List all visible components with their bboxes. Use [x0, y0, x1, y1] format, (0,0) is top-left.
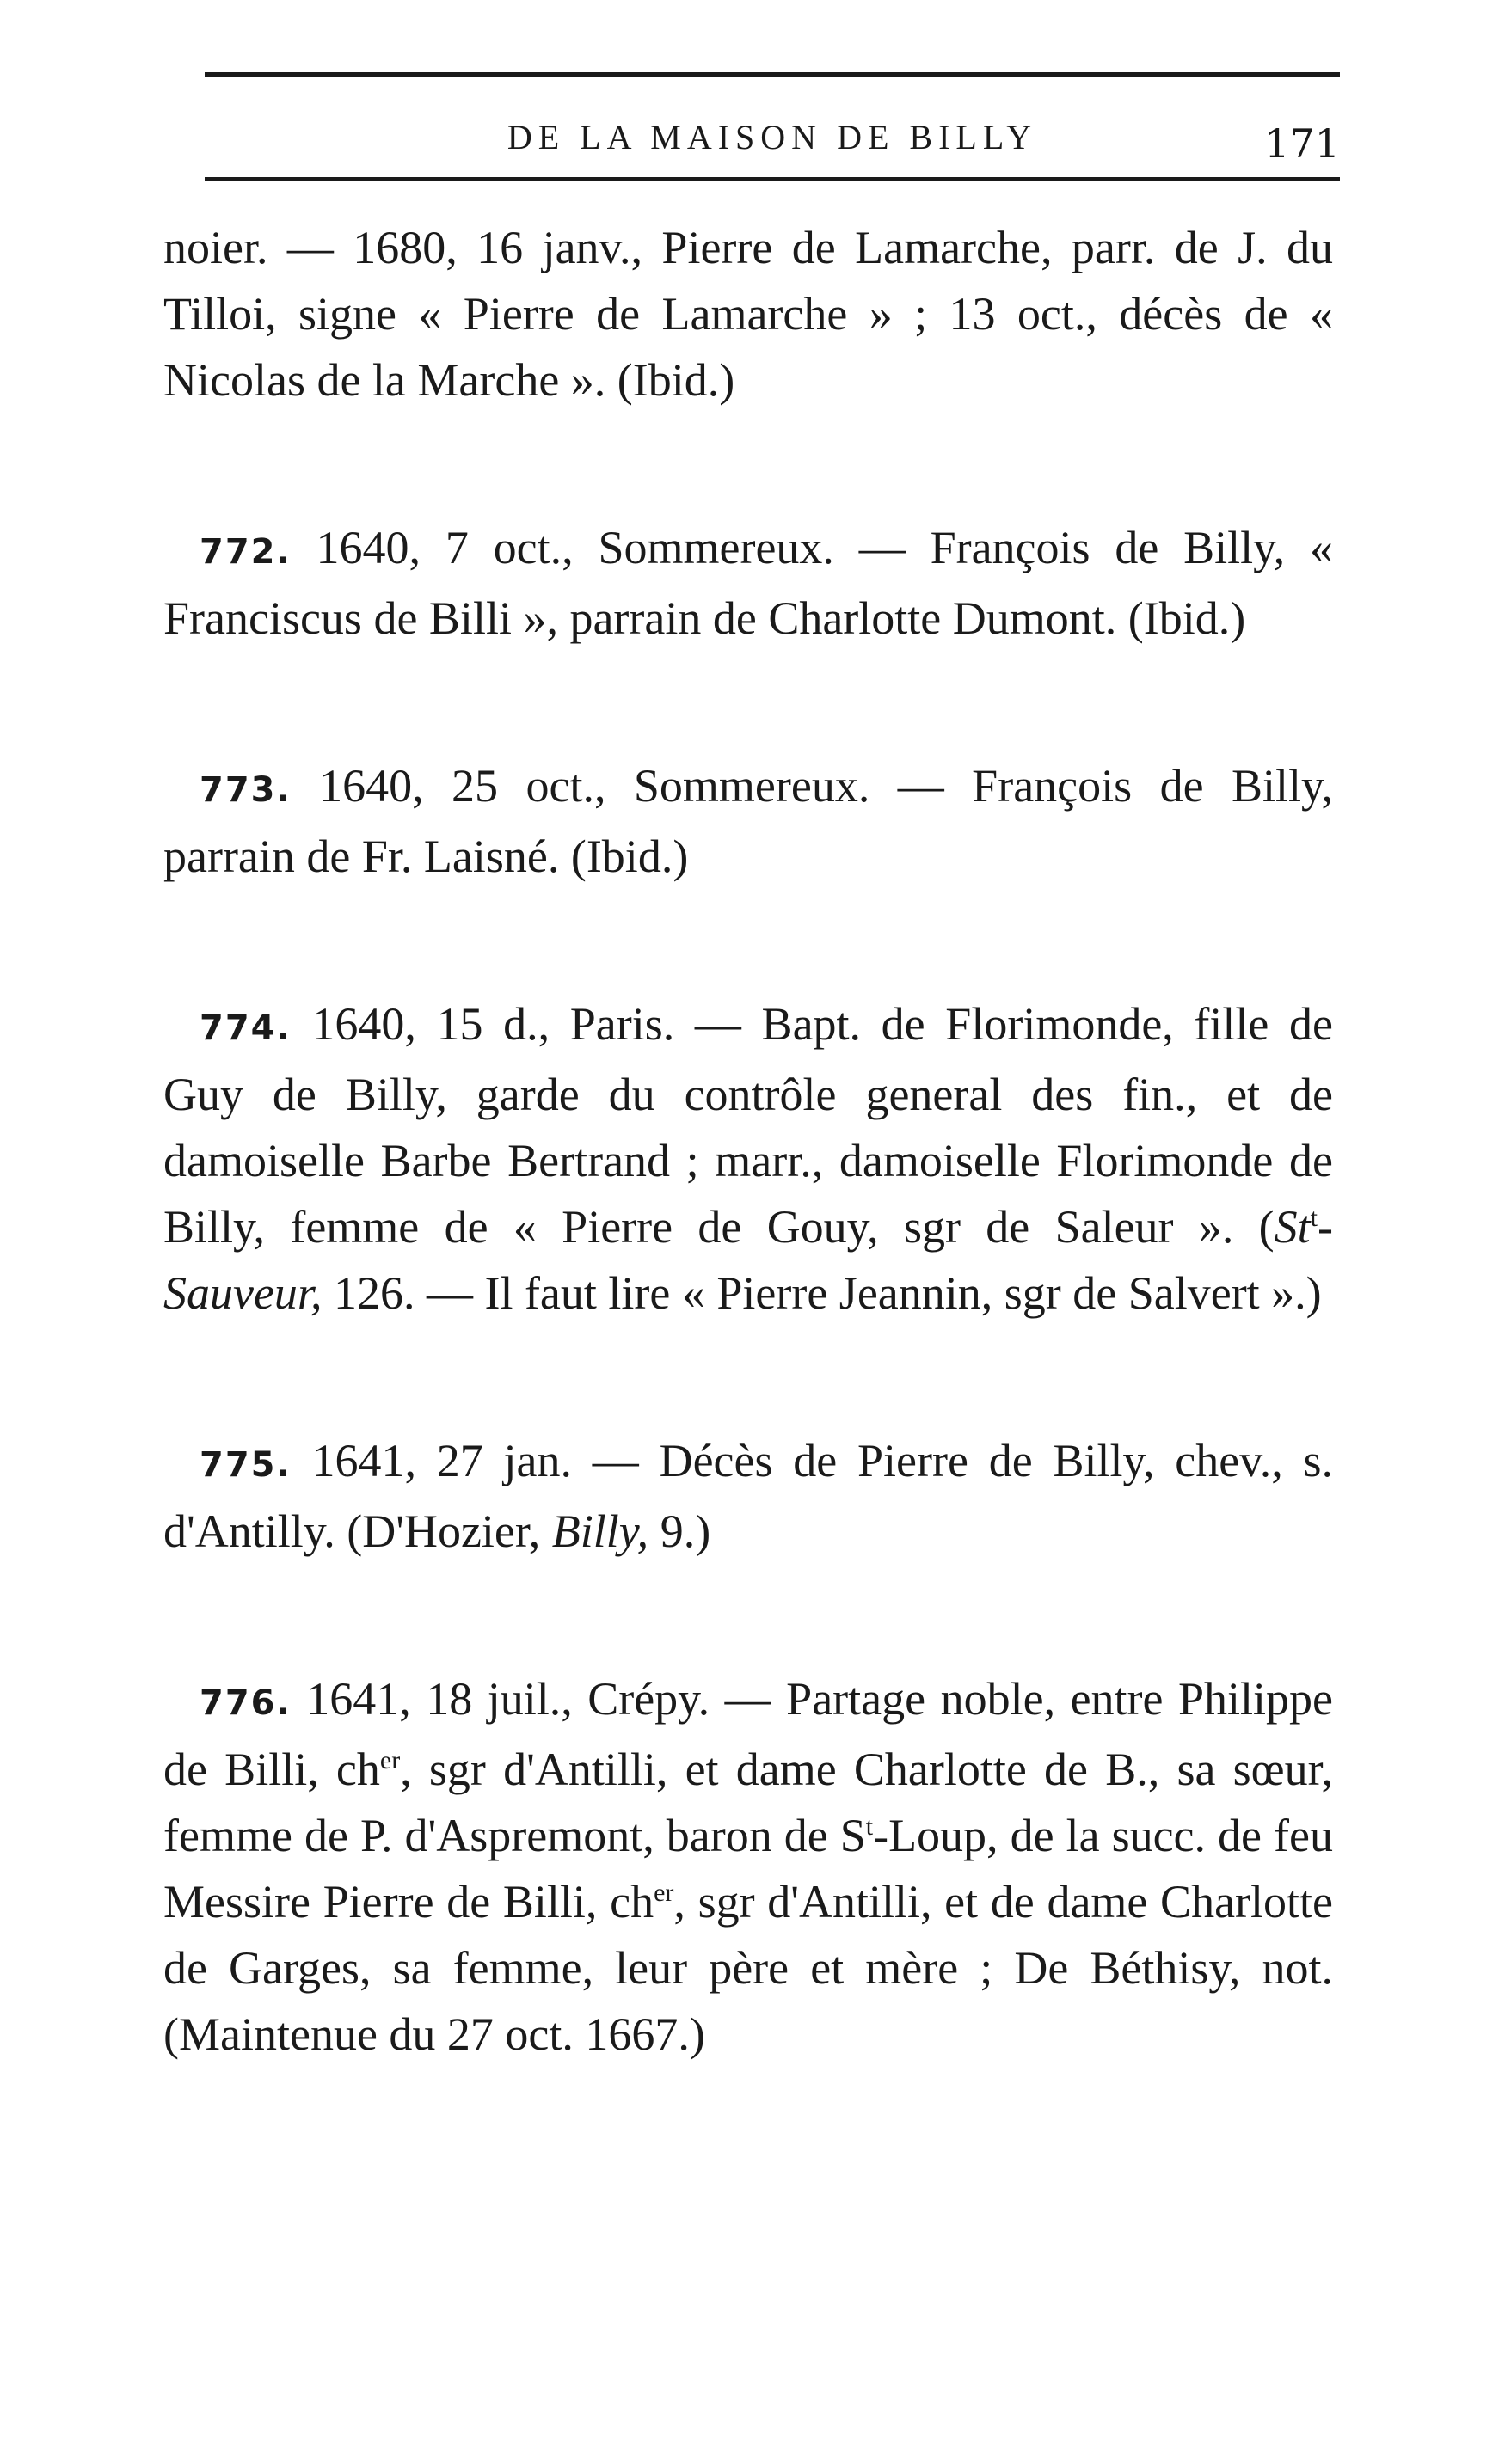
entry-number: 775.	[200, 1445, 292, 1485]
entry-text: t	[865, 1812, 874, 1841]
entry-text: St	[1274, 1201, 1311, 1253]
entry-number: 772.	[200, 532, 292, 572]
entry	[163, 991, 1333, 1327]
page-body	[163, 215, 1333, 2169]
entry-text: Billy,	[551, 1505, 649, 1557]
entry-number: 776.	[200, 1683, 292, 1723]
entry-text: er	[654, 1879, 674, 1907]
entry-text: 1641, 27 jan. — Décès de Pierre de Billy, chev., s. d'Antilly. (D'Hozier,	[163, 1435, 1333, 1557]
entry-text: , sgr d'Antilli, et dame Charlotte de B., sa sœur, femme de P. d'Aspremont, baron de S	[163, 1744, 1333, 1861]
entry-text: noier. — 1680, 16 janv., Pierre de Lamarche, parr. de J. du Tilloi, signe « Pierre de Lamarche » ; 13 oct., décès de « Nicolas de la Marche ». (Ibid.)	[163, 222, 1333, 406]
entry-text: 9.)	[648, 1505, 711, 1557]
entry-text: , sgr d'Antilli, et de dame Charlotte de Garges, sa femme, leur père et mère ; De Béthisy, not. (Maintenue du 27 oct. 1667.)	[163, 1876, 1334, 2060]
entry-text: 1640, 25 oct., Sommereux. — François de Billy, parrain de Fr. Laisné. (Ibid.)	[163, 760, 1333, 882]
entry	[163, 215, 1333, 414]
entry	[163, 753, 1333, 890]
page-number: 171	[1264, 120, 1340, 167]
entry-text: 1641, 18 juil., Crépy. — Partage noble, entre Philippe de Billi, ch	[163, 1673, 1333, 1795]
entry-text: er	[379, 1746, 401, 1774]
entry	[163, 515, 1333, 652]
running-head	[205, 101, 1340, 170]
header-top-rule	[205, 72, 1340, 77]
entry-text: -Loup, de la succ. de feu Messire Pierre de Billi, ch	[163, 1810, 1333, 1928]
entry	[163, 1428, 1333, 1565]
entry-text: t	[1310, 1204, 1318, 1232]
entry-text: 126. — Il faut lire « Pierre Jeannin, sgr de Salvert ».)	[322, 1267, 1322, 1319]
running-title: DE LA MAISON DE BILLY	[507, 118, 1038, 156]
entry-text: 1640, 15 d., Paris. — Bapt. de Florimonde, fille de Guy de Billy, garde du contrôle general des fin., et de damoiselle Barbe Bertrand ; marr., damoiselle Florimonde de Billy, femme de « Pierre de Gouy, sgr de Saleur ». (	[163, 998, 1333, 1253]
entry-text: -Sauveur,	[163, 1201, 1333, 1319]
entry	[163, 1666, 1333, 2068]
entry-number: 773.	[200, 770, 292, 810]
entry-text: 1640, 7 oct., Sommereux. — François de Billy, « Franciscus de Billi », parrain de Charlotte Dumont. (Ibid.)	[163, 522, 1333, 644]
entry-number: 774.	[200, 1008, 292, 1048]
header-bottom-rule	[205, 177, 1340, 181]
